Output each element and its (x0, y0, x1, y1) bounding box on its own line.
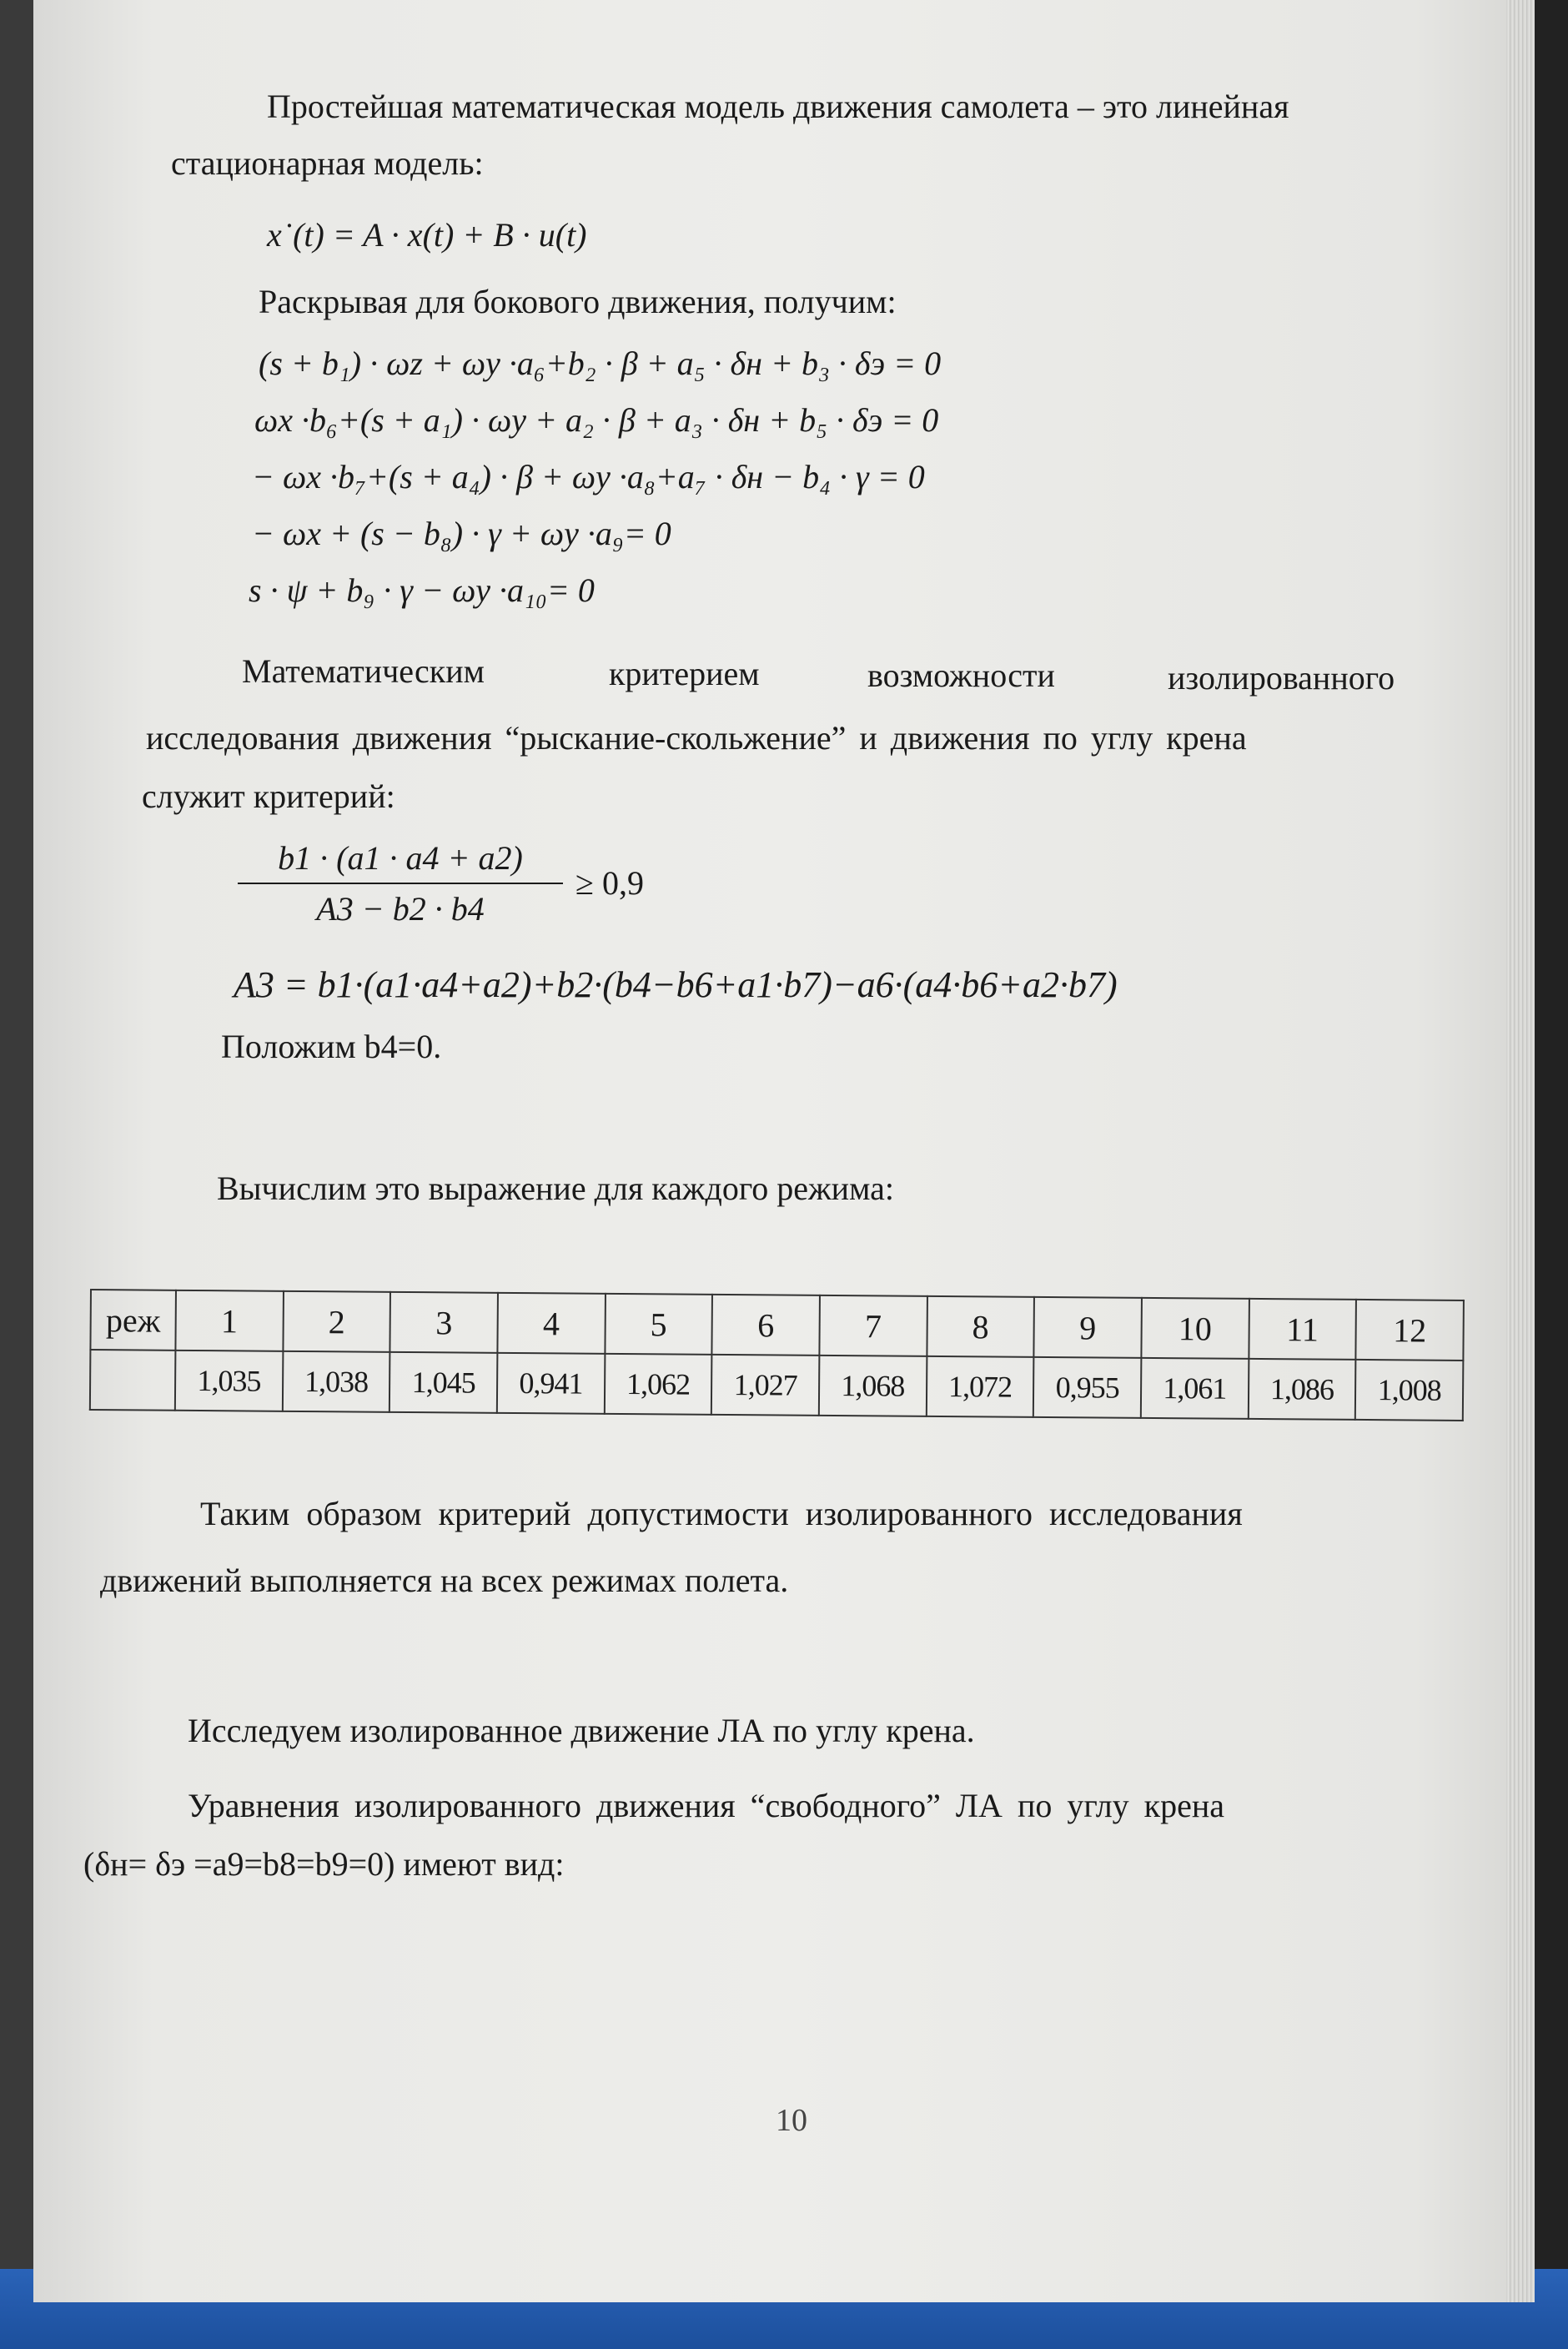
intro-line-2: стационарная модель: (171, 144, 484, 182)
criterion-word-2: критерием (609, 655, 760, 692)
table-mode-cell: 5 (605, 1294, 712, 1355)
page-number: 10 (776, 2103, 807, 2138)
table-mode-cell: 10 (1141, 1298, 1249, 1359)
compute-intro: Вычислим это выражение для каждого режима: (217, 1169, 894, 1207)
conclusion-line-2: движений выполняется на всех режимах полета. (100, 1562, 789, 1599)
fraction-numerator: b1 · (a1 · a4 + a2) (278, 839, 523, 877)
table-mode-cell: 8 (927, 1296, 1034, 1357)
criterion-word-3: возможности (867, 656, 1055, 694)
table-mode-cell: 11 (1249, 1299, 1356, 1360)
criterion-line-2: исследования движения “рыскание-скольжение” и движения по углу крена (146, 719, 1247, 757)
table-value-cell: 1,038 (283, 1351, 390, 1412)
equation-2: ωx ·b₆+(s + a₁) · ωy + a₂ · β + a₃ · δн + b₅ · δэ = 0 (254, 401, 939, 439)
table-value-cell: 0,941 (497, 1353, 605, 1414)
table-value-cell: 1,062 (604, 1354, 711, 1415)
table-value-cell: 1,072 (926, 1356, 1033, 1417)
equation-1: (s + b₁) · ωz + ωy ·a₆+b₂ · β + a₅ · δн + b₃ · δэ = 0 (259, 345, 942, 382)
a3-definition: A3 = b1·(a1·a4+a2)+b2·(b4−b6+a1·b7)−a6·(a4·b6+a2·b7) (234, 964, 1118, 1005)
table-value-cell: 1,027 (711, 1355, 819, 1416)
equation-5: s · ψ + b₉ · γ − ωy ·a₁₀= 0 (249, 571, 595, 609)
table-mode-cell: 3 (390, 1292, 498, 1353)
table-values-row (90, 1350, 1464, 1421)
table-header-label: реж (90, 1290, 176, 1351)
table-value-cell: 0,955 (1033, 1357, 1141, 1418)
page-stack-edges (1506, 0, 1535, 2302)
criterion-fraction (238, 838, 563, 928)
table-header-row (90, 1290, 1464, 1361)
table-value-cell: 1,045 (389, 1352, 497, 1413)
criterion-word-1: Математическим (242, 652, 485, 690)
roll-equations-line-2: (δн= δэ =a9=b8=b9=0) имеют вид: (83, 1845, 565, 1883)
table-value-cell: 1,061 (1141, 1358, 1249, 1419)
table-mode-cell: 1 (175, 1290, 283, 1351)
table-mode-cell: 12 (1356, 1300, 1464, 1361)
criterion-threshold: ≥ 0,9 (575, 864, 644, 902)
roll-intro: Исследуем изолированное движение ЛА по углу крена. (188, 1712, 975, 1749)
conclusion-line-1: Таким образом критерий допустимости изолированного исследования (200, 1495, 1243, 1532)
lateral-intro: Раскрывая для бокового движения, получим: (259, 283, 897, 320)
intro-line-1: Простейшая математическая модель движения самолета – это линейная (267, 88, 1289, 125)
table-mode-cell: 4 (497, 1293, 605, 1354)
fraction-denominator: A3 − b2 · b4 (316, 890, 485, 928)
document-page (33, 0, 1535, 2302)
fraction-bar (238, 883, 563, 884)
criterion-line-3: служит критерий: (142, 777, 395, 815)
state-space-equation: x˙(t) = A · x(t) + B · u(t) (267, 216, 587, 254)
table-empty-cell (90, 1350, 176, 1411)
table-mode-cell: 7 (819, 1295, 927, 1356)
table-value-cell: 1,068 (819, 1356, 927, 1416)
roll-equations-line-1: Уравнения изолированного движения “свободного” ЛА по углу крена (188, 1787, 1225, 1824)
table-mode-cell: 2 (283, 1291, 390, 1352)
table-value-cell: 1,086 (1248, 1359, 1355, 1420)
table-mode-cell: 9 (1034, 1297, 1142, 1358)
table-value-cell: 1,035 (175, 1351, 283, 1411)
criterion-word-4: изолированного (1168, 659, 1395, 697)
b4-assumption: Положим b4=0. (221, 1028, 442, 1065)
equation-3: − ωx ·b₇+(s + a₄) · β + ωy ·a₈+a₇ · δн − b₄ · γ = 0 (252, 458, 925, 495)
table-mode-cell: 6 (712, 1295, 820, 1356)
table-value-cell: 1,008 (1355, 1360, 1463, 1421)
criterion-table (89, 1289, 1465, 1421)
equation-4: − ωx + (s − b₈) · γ + ωy ·a₉= 0 (252, 515, 671, 552)
